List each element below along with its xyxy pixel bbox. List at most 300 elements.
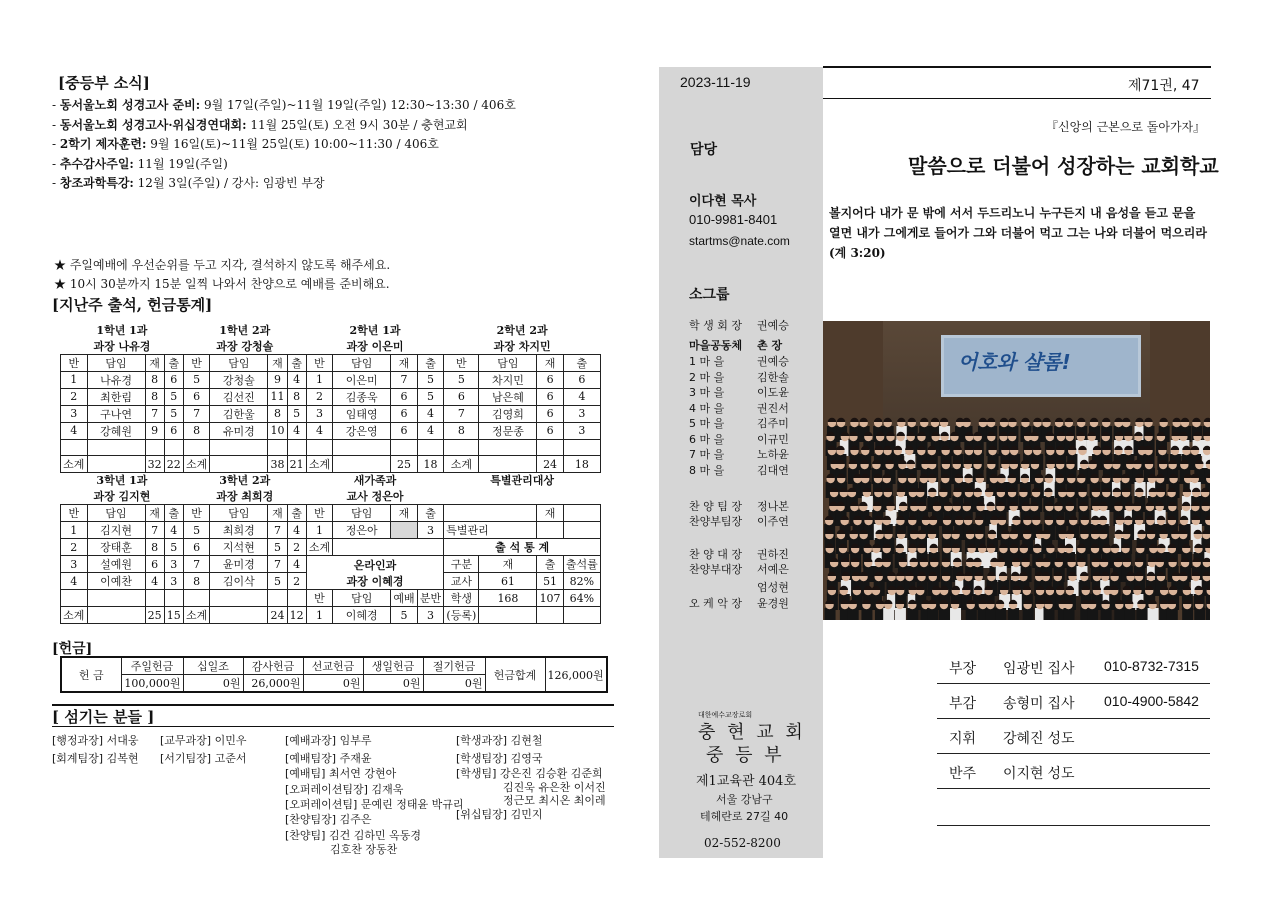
- table-cell: 24: [537, 456, 563, 473]
- table-cell: 나유경: [87, 371, 145, 388]
- table-cell: [333, 439, 391, 455]
- table-cell: 107: [537, 590, 563, 607]
- offering-header: 생일헌금: [363, 657, 423, 675]
- table-cell: 반: [61, 354, 88, 371]
- table-cell: 2: [306, 388, 333, 405]
- table-cell: 4: [417, 422, 444, 439]
- table-cell: 5: [444, 371, 479, 388]
- table-cell: 재: [391, 505, 418, 522]
- offering-value: 0원: [183, 675, 243, 693]
- table-cell: [479, 456, 537, 473]
- class-teacher: 과장 최희경: [216, 490, 274, 504]
- table-cell: 51: [537, 573, 563, 590]
- table-cell: 61: [479, 573, 537, 590]
- table-cell: 4: [145, 573, 164, 590]
- table-cell: 재: [145, 354, 164, 371]
- class-teacher: 과장 나유경: [93, 339, 151, 353]
- table-cell: 출: [164, 505, 183, 522]
- village-row: 8 마 을 김대연: [689, 463, 789, 477]
- class-title: 새가족과: [353, 474, 397, 488]
- divider: [823, 66, 1211, 68]
- offering-total-label: 헌금합계: [485, 657, 545, 692]
- table-cell: 소계: [61, 607, 88, 624]
- server-entry: [오퍼레이션팀장] 김재욱: [285, 783, 404, 796]
- table-cell: 3: [306, 405, 333, 422]
- staff-row: [937, 649, 1210, 684]
- table-cell: 지석현: [210, 539, 268, 556]
- staff-row: [937, 684, 1210, 719]
- table-cell: [537, 522, 563, 539]
- table-cell: 담임: [333, 354, 391, 371]
- table-cell: 9: [268, 371, 287, 388]
- table-cell: 5: [268, 573, 287, 590]
- table-cell: 강청솔: [210, 371, 268, 388]
- table-cell: 강은영: [333, 422, 391, 439]
- contact-heading: 담당: [690, 142, 718, 158]
- table-cell: [563, 522, 600, 539]
- news-item: - 동서울노회 성경고사·위십경연대회: 11월 25일(토) 오전 9시 30분 / 충현교회: [52, 117, 468, 132]
- table-row: [61, 522, 601, 539]
- table-cell: 구분: [444, 556, 479, 573]
- group-photo: [823, 321, 1210, 620]
- table-cell: 임태영: [333, 405, 391, 422]
- table-cell: [333, 539, 444, 556]
- table-cell: 7: [268, 556, 287, 573]
- table-cell: 7: [268, 522, 287, 539]
- subtotal-row: [61, 607, 601, 624]
- offering-value: 100,000원: [121, 675, 183, 693]
- table-cell: 7: [145, 522, 164, 539]
- table-cell: 2: [61, 388, 88, 405]
- table-cell: 담임: [87, 354, 145, 371]
- table-cell: 차지민: [479, 371, 537, 388]
- class-teacher: 과장 강청솔: [216, 339, 274, 353]
- table-cell: 18: [417, 456, 444, 473]
- table-cell: 25: [391, 456, 418, 473]
- table-cell: 5: [417, 371, 444, 388]
- table-cell: 6: [183, 388, 210, 405]
- server-entry: [회계팀장] 김복현: [52, 752, 139, 765]
- staff-role: 부감: [949, 695, 977, 711]
- table-cell: 15: [164, 607, 183, 624]
- staff-name: 임광빈 집사: [1003, 660, 1075, 676]
- table-cell: 4: [61, 573, 88, 590]
- table-cell: 출 석 통 계: [444, 539, 601, 556]
- table-cell: 4: [306, 422, 333, 439]
- table-cell: 담임: [479, 354, 537, 371]
- table-cell: 구나연: [87, 405, 145, 422]
- table-cell: 5: [183, 522, 210, 539]
- table-cell: 6: [537, 388, 563, 405]
- class-title: 특별관리대상: [490, 474, 555, 488]
- table-cell: 반: [183, 354, 210, 371]
- table-cell: 4: [287, 422, 306, 439]
- table-cell: 5: [391, 607, 418, 624]
- table-cell: [61, 590, 88, 607]
- table-cell: [444, 505, 537, 522]
- table-cell: 4: [287, 371, 306, 388]
- table-cell: 출: [537, 556, 563, 573]
- server-entry: [행정과장] 서대웅: [52, 734, 139, 747]
- table-row: [61, 539, 601, 556]
- table-row: [61, 573, 601, 590]
- table-cell: 8: [183, 422, 210, 439]
- table-cell: 6: [391, 422, 418, 439]
- village-row: 5 마 을 김주미: [689, 417, 789, 430]
- table-cell: 과장 이혜경: [346, 575, 404, 589]
- class-teacher: 과장 김지현: [93, 490, 151, 504]
- table-cell: [210, 456, 268, 473]
- table-row: [61, 556, 601, 573]
- table-cell: 장태훈: [87, 539, 145, 556]
- table-cell: 3: [417, 522, 444, 539]
- table-cell: 8: [268, 405, 287, 422]
- village-row: 3 마 을 이도윤: [689, 386, 789, 399]
- attendance-table: [60, 322, 601, 624]
- table-cell: [444, 439, 479, 455]
- table-cell: [563, 607, 600, 624]
- class-title: 3학년 2과: [219, 474, 271, 488]
- table-cell: 유미경: [210, 422, 268, 439]
- table-cell: 3: [164, 556, 183, 573]
- staff-phone: 010-4900-5842: [1104, 693, 1199, 709]
- table-cell: 최희경: [210, 522, 268, 539]
- offering-header: 선교헌금: [303, 657, 363, 675]
- pastor-phone: 010-9981-8401: [689, 212, 778, 227]
- table-cell: 2: [287, 539, 306, 556]
- subtotal-row: [61, 456, 601, 473]
- class-title: 3학년 1과: [96, 474, 148, 488]
- address-line: 테헤란로 27길 40: [700, 810, 789, 823]
- table-cell: 최한림: [87, 388, 145, 405]
- table-cell: 반: [444, 354, 479, 371]
- table-cell: [333, 456, 391, 473]
- smallgroup-heading: 소그룹: [689, 287, 730, 303]
- table-cell: 재: [537, 505, 563, 522]
- staff-name: 이지현 성도: [1003, 765, 1075, 781]
- address-line: 서울 강남구: [716, 793, 773, 806]
- table-row: [61, 422, 601, 439]
- department-name: 중 등 부: [706, 745, 785, 766]
- offering-table: [60, 656, 608, 693]
- table-cell: 6: [537, 371, 563, 388]
- table-cell: 소계: [183, 607, 210, 624]
- table-cell: [164, 590, 183, 607]
- server-entry: [찬양팀장] 김주은: [285, 813, 372, 826]
- table-cell: 소계: [306, 456, 333, 473]
- table-cell: 반: [306, 505, 333, 522]
- table-cell: 김한울: [210, 405, 268, 422]
- server-entry: [오퍼레이션팀] 문예린 정태윤 박규리: [285, 798, 464, 811]
- role-row: 마을공동체 촌 장: [689, 339, 783, 352]
- table-cell: 반: [306, 590, 333, 607]
- table-cell: 소계: [306, 539, 333, 556]
- table-cell: 5: [417, 388, 444, 405]
- table-cell: 9: [145, 422, 164, 439]
- pastor-name: 이다현 목사: [689, 194, 757, 209]
- table-cell: [87, 439, 145, 455]
- church-denomination: 대한예수교장로회: [698, 711, 753, 719]
- role-row: 학 생 회 장 권예승: [689, 319, 789, 332]
- table-cell: 담임: [333, 590, 391, 607]
- headline: 말씀으로 더불어 성장하는 교회학교: [908, 154, 1219, 178]
- table-cell: 소계: [444, 456, 479, 473]
- server-entry: [학생과장] 김현철: [456, 734, 543, 747]
- news-section-title: [중등부 소식]: [58, 74, 150, 92]
- table-cell: 특별관리: [444, 522, 537, 539]
- table-cell: [145, 439, 164, 455]
- table-cell: 10: [268, 422, 287, 439]
- staff-name: 송형미 집사: [1003, 695, 1075, 711]
- issue-date: 2023-11-19: [680, 74, 751, 90]
- server-entry: [위십팀장] 김민지: [456, 808, 543, 821]
- table-cell: [87, 607, 145, 624]
- table-cell: 5: [164, 539, 183, 556]
- table-cell: 재: [391, 354, 418, 371]
- class-title: 2학년 2과: [496, 323, 548, 337]
- table-cell: [417, 439, 444, 455]
- class-title: 1학년 2과: [219, 323, 271, 337]
- table-cell: 출: [287, 505, 306, 522]
- table-cell: 6: [563, 371, 600, 388]
- table-cell: 1: [306, 371, 333, 388]
- table-cell: 설예원: [87, 556, 145, 573]
- table-cell: 소계: [61, 456, 88, 473]
- table-cell: 7: [444, 405, 479, 422]
- table-cell: [183, 590, 210, 607]
- table-cell: 이은미: [333, 371, 391, 388]
- divider: [937, 825, 1210, 826]
- table-cell: 6: [537, 422, 563, 439]
- table-cell: [145, 590, 164, 607]
- table-cell: 온라인과: [353, 558, 397, 572]
- table-cell: [268, 439, 287, 455]
- table-cell: 6: [391, 405, 418, 422]
- table-cell: [183, 439, 210, 455]
- table-cell: 4: [287, 522, 306, 539]
- table-cell: 반: [61, 505, 88, 522]
- table-cell: 4: [417, 405, 444, 422]
- offering-total-value: 126,000원: [545, 657, 607, 692]
- table-cell: 6: [164, 422, 183, 439]
- offering-value: 0원: [423, 675, 485, 693]
- table-cell: 김영희: [479, 405, 537, 422]
- table-cell: [210, 439, 268, 455]
- table-cell: [391, 439, 418, 455]
- table-cell: 7: [145, 405, 164, 422]
- table-cell: 3: [563, 405, 600, 422]
- table-cell: [479, 439, 537, 455]
- table-cell: 6: [145, 556, 164, 573]
- news-item: - 추수감사주일: 11월 19일(주일): [52, 156, 228, 171]
- village-row: 6 마 을 이규민: [689, 432, 789, 446]
- volume-number: 제71권, 47: [1128, 78, 1200, 94]
- table-cell: 출: [164, 354, 183, 371]
- table-row: [61, 388, 601, 405]
- notice-item: ★ 주일예배에 우선순위를 두고 지각, 결석하지 않도록 해주세요.: [54, 258, 391, 272]
- table-cell: [87, 590, 145, 607]
- church-name: 충 현 교 회: [698, 722, 806, 743]
- table-cell: 5: [183, 371, 210, 388]
- staff-role: 부장: [949, 660, 977, 676]
- table-cell: 4: [61, 422, 88, 439]
- notice-item: ★ 10시 30분까지 15분 일찍 나와서 찬양으로 예배를 준비해요.: [54, 277, 390, 291]
- offering-label: 헌 금: [61, 657, 121, 692]
- table-cell: 출: [417, 505, 444, 522]
- table-cell: 2: [61, 539, 88, 556]
- table-cell: [306, 439, 333, 455]
- server-entry: 김호찬 장동찬: [330, 843, 398, 856]
- table-cell: 김지현: [87, 522, 145, 539]
- table-cell: 5: [164, 388, 183, 405]
- server-entry: [학생팀] 강은진 김승환 김준희: [456, 767, 603, 780]
- table-row: [61, 371, 601, 388]
- table-cell: [210, 590, 268, 607]
- table-cell: 22: [164, 456, 183, 473]
- table-cell: 5: [268, 539, 287, 556]
- table-cell: 담임: [333, 505, 391, 522]
- table-cell: [287, 590, 306, 607]
- table-cell: 8: [145, 371, 164, 388]
- server-entry: [예배팀] 최서연 강현아: [285, 767, 397, 780]
- offering-value: 0원: [303, 675, 363, 693]
- table-cell: [391, 522, 418, 539]
- table-cell: [268, 590, 287, 607]
- table-cell: 출: [417, 354, 444, 371]
- offering-header: 십일조: [183, 657, 243, 675]
- table-cell: 24: [268, 607, 287, 624]
- server-entry: [예배과장] 임부루: [285, 734, 372, 747]
- table-cell: 3: [61, 556, 88, 573]
- table-cell: 21: [287, 456, 306, 473]
- table-cell: 반: [183, 505, 210, 522]
- server-entry: [교무과장] 이민우: [160, 734, 247, 747]
- table-cell: 3: [417, 607, 444, 624]
- table-cell: (등록): [444, 607, 479, 624]
- table-cell: 3: [61, 405, 88, 422]
- table-cell: 5: [164, 405, 183, 422]
- table-cell: 출: [287, 354, 306, 371]
- table-cell: 정은아: [333, 522, 391, 539]
- server-entry: 정근모 최시온 최이레: [503, 794, 606, 807]
- offering-section-title: [헌금]: [52, 641, 93, 657]
- table-cell: 11: [268, 388, 287, 405]
- table-cell: 38: [268, 456, 287, 473]
- notices: [54, 256, 390, 294]
- pastor-email[interactable]: startms@nate.com: [689, 234, 790, 248]
- table-cell: 2: [287, 573, 306, 590]
- table-cell: 담임: [87, 505, 145, 522]
- table-cell: 재: [479, 556, 537, 573]
- table-cell: 82%: [563, 573, 600, 590]
- news-item: - 창조과학특강: 12월 3일(주일) / 강사: 임광빈 부장: [52, 176, 325, 190]
- server-entry: [예배팀장] 주재윤: [285, 752, 372, 765]
- divider: [52, 726, 614, 727]
- table-cell: 6: [164, 371, 183, 388]
- table-cell: 32: [145, 456, 164, 473]
- table-cell: [61, 439, 88, 455]
- table-cell: 1: [61, 371, 88, 388]
- table-cell: 12: [287, 607, 306, 624]
- table-cell: 5: [287, 405, 306, 422]
- role-row: 찬양부대장 서예은: [689, 563, 789, 576]
- offering-value: 26,000원: [243, 675, 303, 693]
- table-cell: [210, 607, 268, 624]
- table-cell: 담임: [210, 505, 268, 522]
- table-cell: [87, 456, 145, 473]
- staff-role: 반주: [949, 765, 977, 781]
- table-cell: 8: [145, 388, 164, 405]
- table-cell: 4: [287, 556, 306, 573]
- table-cell: 예배: [391, 590, 418, 607]
- table-cell: 김종욱: [333, 388, 391, 405]
- table-cell: 8: [444, 422, 479, 439]
- staff-name: 강혜진 성도: [1003, 730, 1075, 746]
- servers-section-title: [ 섬기는 분들 ]: [52, 708, 155, 726]
- class-teacher: 교사 정은아: [346, 490, 404, 504]
- table-cell: 4: [164, 522, 183, 539]
- table-cell: 64%: [563, 590, 600, 607]
- table-cell: [164, 439, 183, 455]
- table-cell: 6: [537, 405, 563, 422]
- role-row: 찬양부팀장 이주연: [689, 515, 789, 528]
- table-cell: 재: [537, 354, 563, 371]
- table-cell: 4: [563, 388, 600, 405]
- table-cell: 교사: [444, 573, 479, 590]
- table-cell: 1: [61, 522, 88, 539]
- village-row: 4 마 을 권진서: [689, 401, 789, 415]
- news-item: - 동서울노회 성경고사 준비: 9월 17일(주일)~11월 19일(주일) 12:30~13:30 / 406호: [52, 98, 516, 112]
- table-cell: [537, 607, 563, 624]
- table-cell: 출: [563, 354, 600, 371]
- table-cell: 김이삭: [210, 573, 268, 590]
- table-cell: 출석률: [563, 556, 600, 573]
- table-cell: 김선진: [210, 388, 268, 405]
- table-cell: 3: [164, 573, 183, 590]
- table-cell: 7: [391, 371, 418, 388]
- village-row: 1 마 을 권예승: [689, 355, 789, 368]
- table-cell: 1: [306, 522, 333, 539]
- table-cell: 재: [145, 505, 164, 522]
- role-row: 오 케 악 장 윤경원: [689, 597, 789, 610]
- role-row: 찬 양 대 장 권하진: [689, 548, 789, 561]
- server-entry: [학생팀장] 김영국: [456, 752, 543, 765]
- table-cell: 168: [479, 590, 537, 607]
- table-cell: [537, 439, 563, 455]
- table-cell: 남은혜: [479, 388, 537, 405]
- table-cell: 반: [306, 354, 333, 371]
- table-cell: [287, 439, 306, 455]
- table-cell: 재: [268, 505, 287, 522]
- motto: 『신앙의 근본으로 돌아가자』: [1046, 120, 1206, 134]
- village-row: 7 마 을 노하윤: [689, 448, 789, 461]
- table-cell: 정문종: [479, 422, 537, 439]
- banner-text: 어호와 샬롬!: [958, 350, 1071, 374]
- table-row: [61, 405, 601, 422]
- table-cell: 6: [444, 388, 479, 405]
- table-cell: 학생: [444, 590, 479, 607]
- table-cell: 7: [183, 405, 210, 422]
- table-cell: 8: [145, 539, 164, 556]
- divider: [823, 98, 1211, 99]
- table-cell: 소계: [183, 456, 210, 473]
- role-row: 찬 양 팀 장 정나본: [689, 500, 789, 513]
- offering-header: 주일헌금: [121, 657, 183, 675]
- staff-row: [937, 719, 1210, 754]
- staff-phone: 010-8732-7315: [1104, 658, 1199, 674]
- table-cell: 이예찬: [87, 573, 145, 590]
- table-cell: 윤미경: [210, 556, 268, 573]
